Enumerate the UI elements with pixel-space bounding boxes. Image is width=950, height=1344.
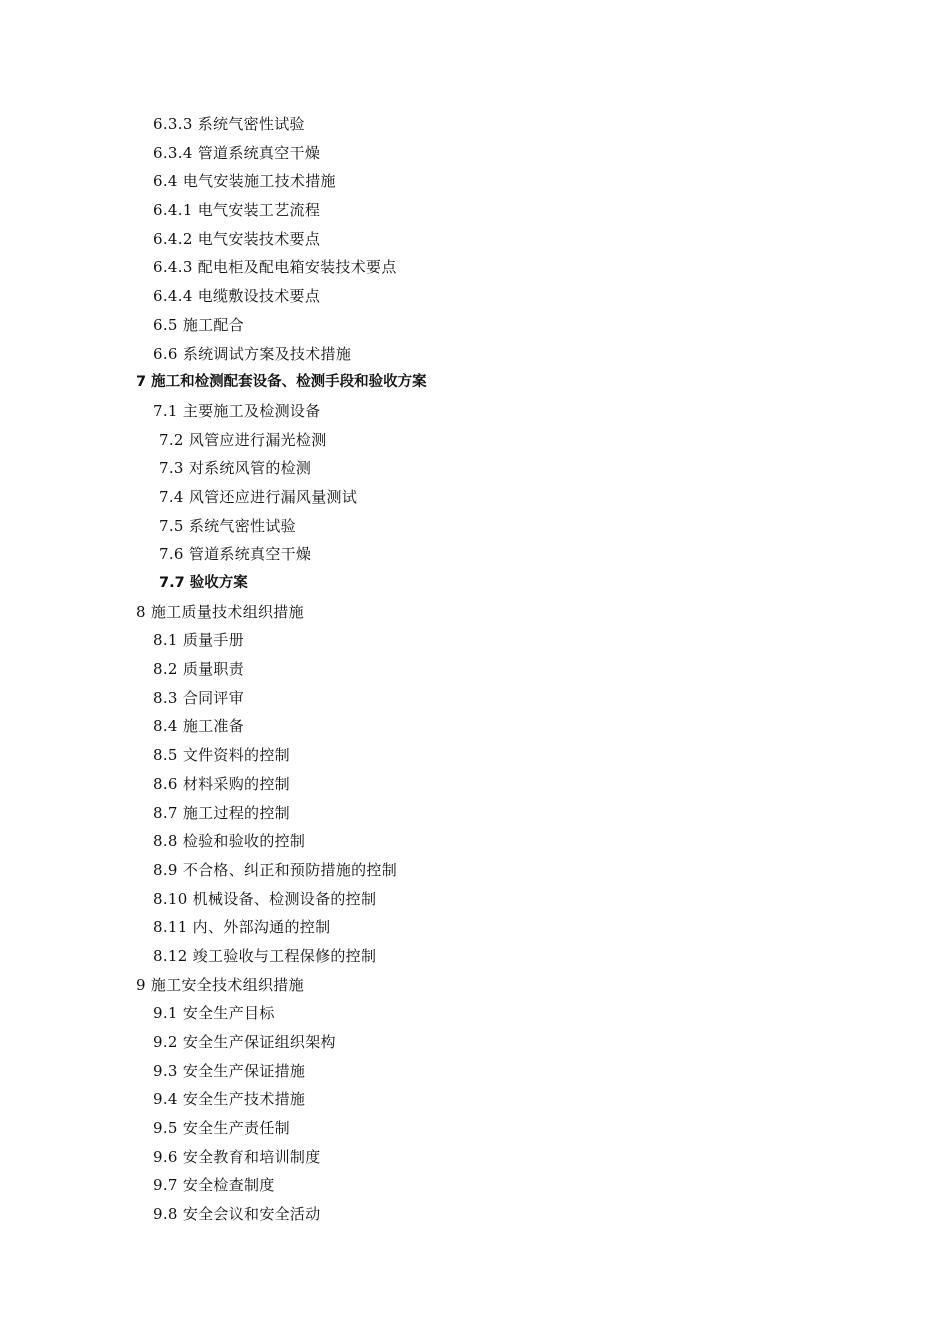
toc-entry-9-6: 9.6 安全教育和培训制度 (153, 1147, 321, 1166)
toc-entry-6-4-4: 6.4.4 电缆敷设技术要点 (153, 287, 321, 306)
toc-entry-8-7: 8.7 施工过程的控制 (153, 803, 290, 822)
toc-entry-7-1: 7.1 主要施工及检测设备 (153, 401, 321, 420)
toc-entry-7-5: 7.5 系统气密性试验 (159, 516, 296, 535)
toc-entry-6-3-3: 6.3.3 系统气密性试验 (153, 115, 305, 133)
toc-entry-9-8: 9.8 安全会议和安全活动 (153, 1205, 321, 1224)
toc-entry-9-3: 9.3 安全生产保证措施 (153, 1061, 306, 1080)
toc-entry-7-7: 7.7 验收方案 (159, 575, 248, 591)
toc-entry-9-7: 9.7 安全检查制度 (153, 1176, 275, 1195)
toc-entry-8-10: 8.10 机械设备、检测设备的控制 (153, 889, 377, 908)
toc-entry-6-3-4: 6.3.4 管道系统真空干燥 (153, 143, 321, 162)
toc-entry-8-4: 8.4 施工准备 (153, 717, 245, 736)
toc-entry-8-8: 8.8 检验和验收的控制 (153, 832, 306, 851)
toc-entry-9-5: 9.5 安全生产责任制 (153, 1119, 290, 1138)
toc-entry-6-4-3: 6.4.3 配电柜及配电箱安装技术要点 (153, 258, 397, 277)
toc-entry-8-2: 8.2 质量职责 (153, 660, 245, 679)
toc-entry-9-1: 9.1 安全生产目标 (153, 1004, 275, 1023)
table-of-contents (0, 110, 950, 1229)
toc-entry-8-9: 8.9 不合格、纠正和预防措施的控制 (153, 860, 398, 879)
toc-entry-8-5: 8.5 文件资料的控制 (153, 746, 290, 765)
toc-entry-7-2: 7.2 风管应进行漏光检测 (159, 430, 327, 449)
toc-entry-8-12: 8.12 竣工验收与工程保修的控制 (153, 946, 377, 965)
toc-entry-9-4: 9.4 安全生产技术措施 (153, 1090, 306, 1109)
toc-chapter-8: 8 施工质量技术组织措施 (136, 602, 304, 621)
toc-entry-6-4-1: 6.4.1 电气安装工艺流程 (153, 201, 321, 220)
toc-entry-7-6: 7.6 管道系统真空干燥 (159, 545, 312, 564)
toc-entry-6-4-2: 6.4.2 电气安装技术要点 (153, 229, 321, 248)
toc-entry-7-4: 7.4 风管还应进行漏风量测试 (159, 487, 358, 506)
toc-entry-8-3: 8.3 合同评审 (153, 688, 245, 707)
toc-chapter-9: 9 施工安全技术组织措施 (136, 975, 304, 994)
toc-entry-7-3: 7.3 对系统风管的检测 (159, 459, 312, 478)
toc-entry-6-5: 6.5 施工配合 (153, 315, 245, 334)
toc-entry-6-6: 6.6 系统调试方案及技术措施 (153, 344, 352, 363)
toc-entry-8-6: 8.6 材料采购的控制 (153, 774, 290, 793)
toc-entry-6-4: 6.4 电气安装施工技术措施 (153, 172, 336, 191)
toc-chapter-7: 7 施工和检测配套设备、检测手段和验收方案 (136, 374, 427, 391)
toc-entry-8-11: 8.11 内、外部沟通的控制 (153, 918, 331, 937)
toc-entry-8-1: 8.1 质量手册 (153, 631, 245, 650)
toc-entry-9-2: 9.2 安全生产保证组织架构 (153, 1033, 336, 1051)
